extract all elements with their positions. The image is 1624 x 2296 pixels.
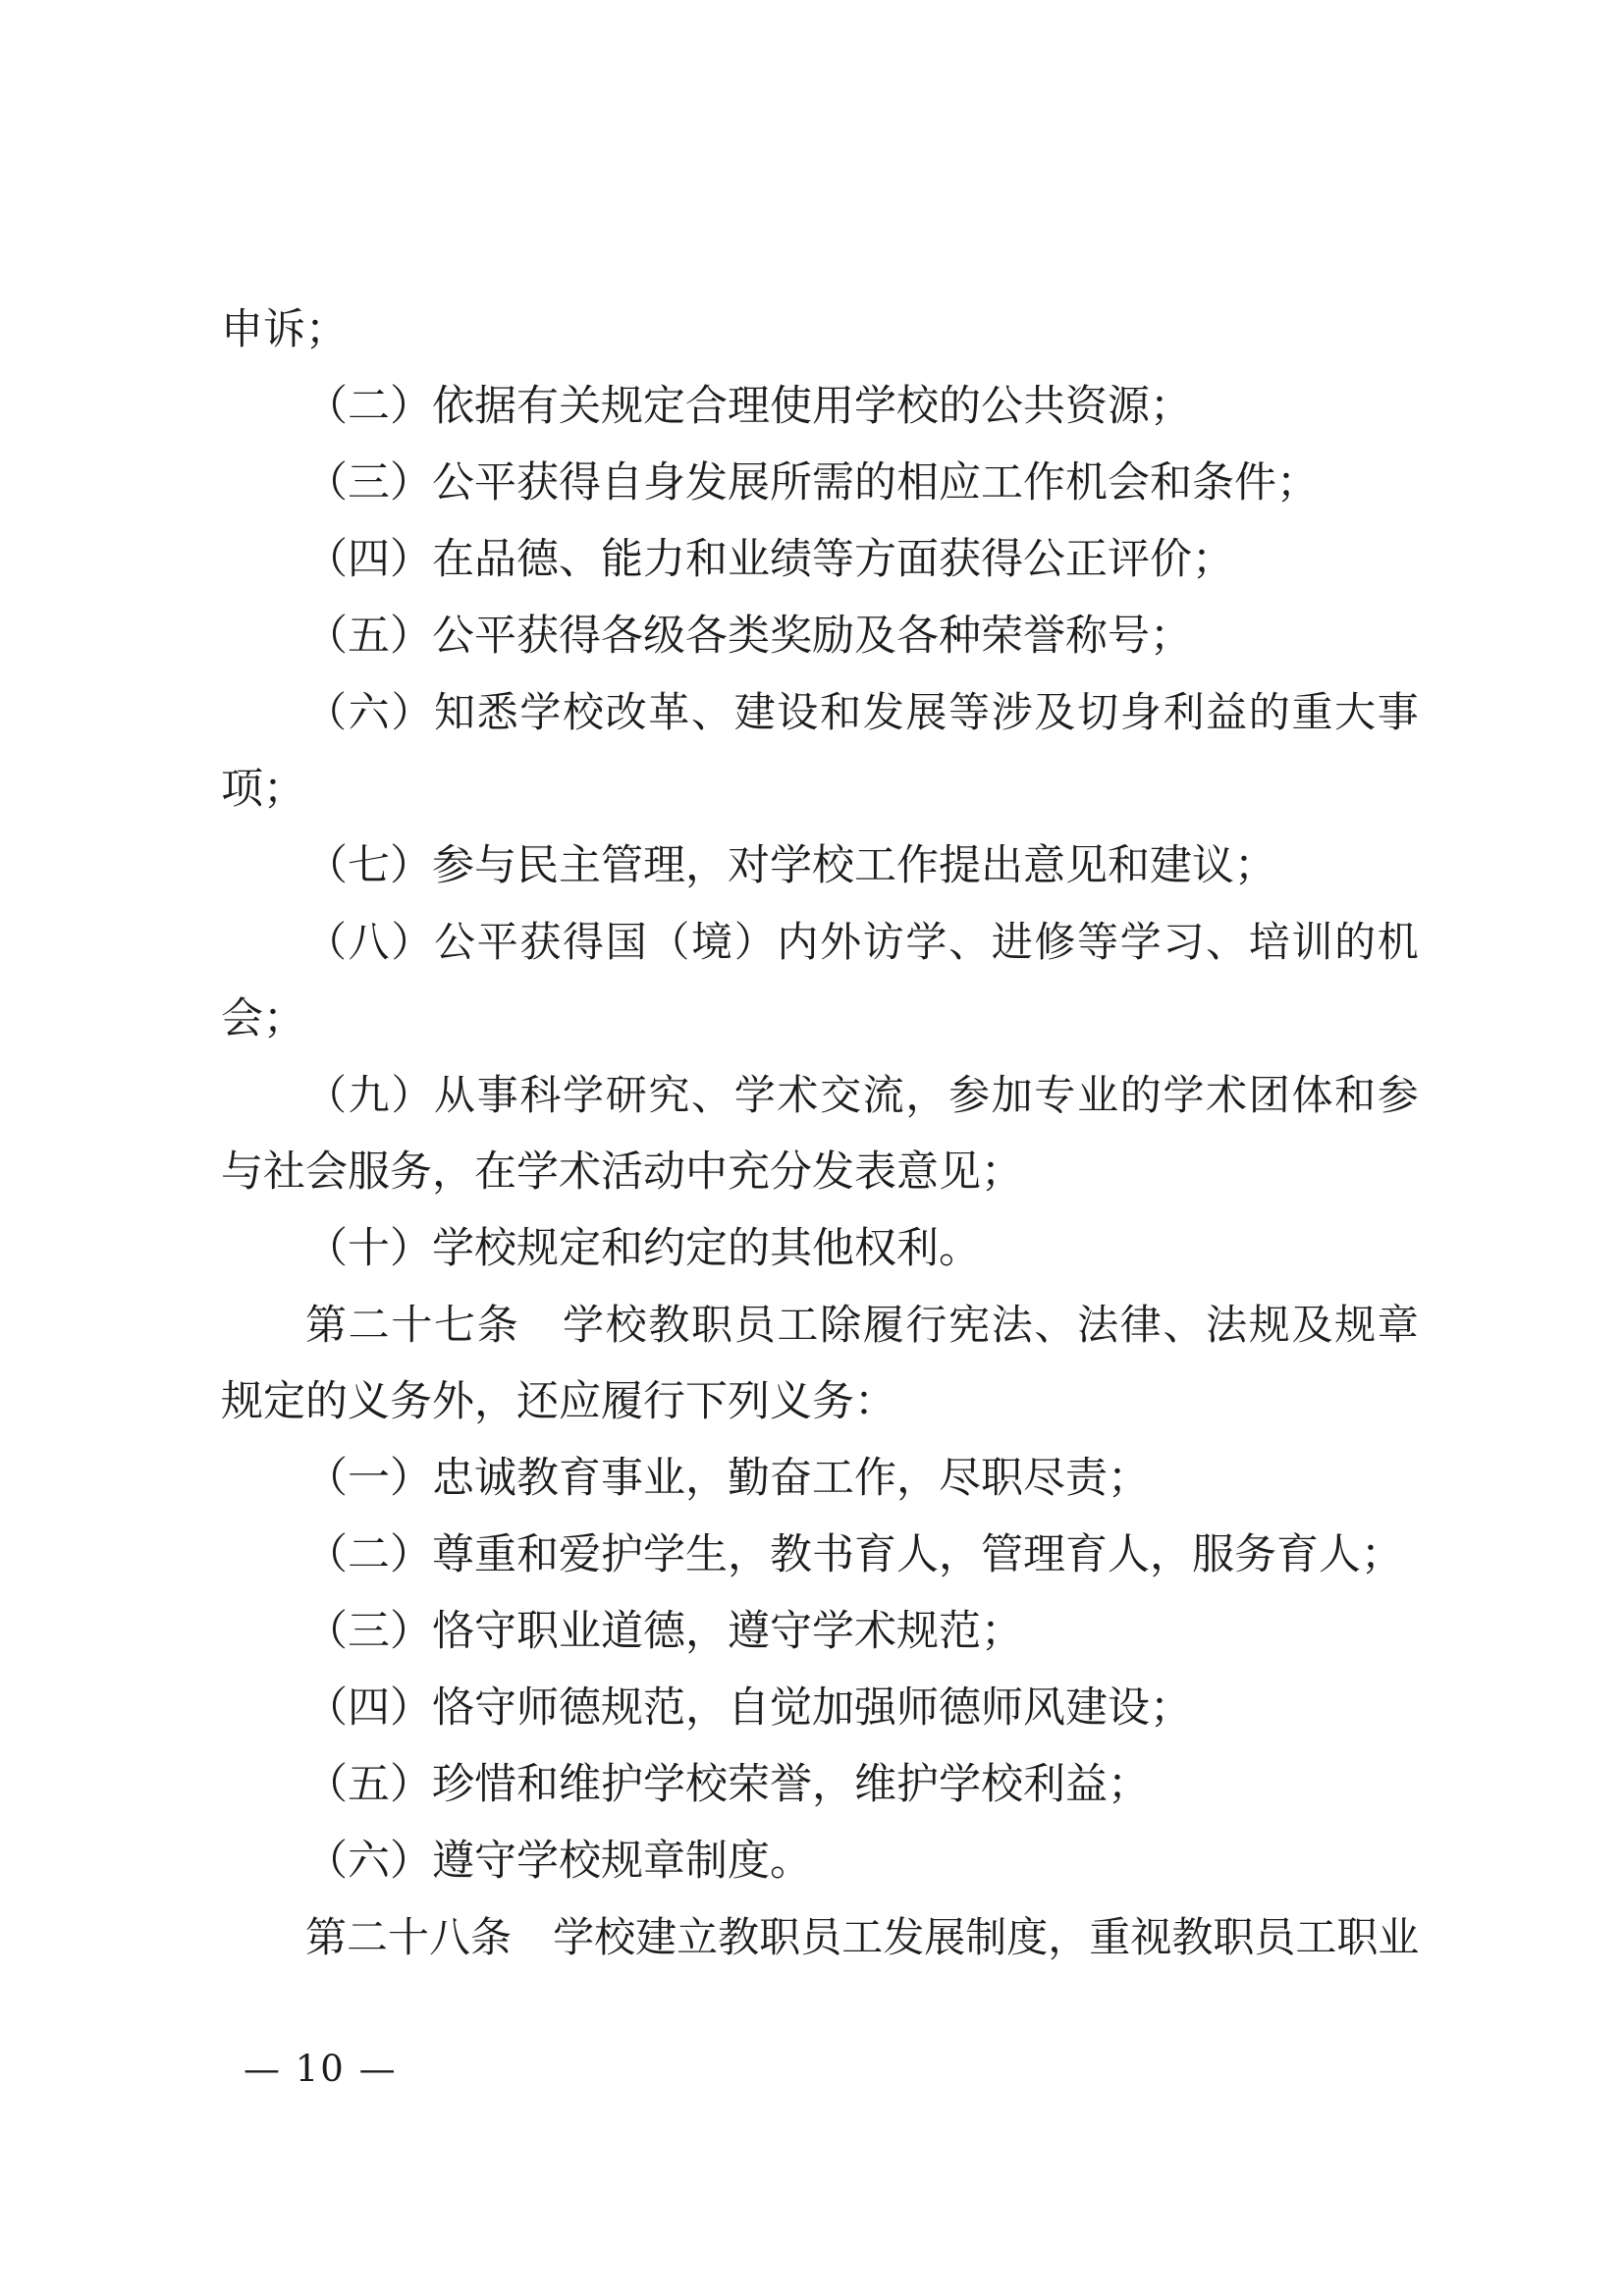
document-line: 会； xyxy=(221,994,305,1043)
document-line: （四）恪守师德规范，自觉加强师德师风建设； xyxy=(305,1683,1192,1733)
document-line: （四）在品德、能力和业绩等方面获得公正评价； xyxy=(305,535,1234,584)
document-line: 第 二 十 七 条 学 校 教 职 员 工 除 履 行 宪 法 、 法 律 、 法 规 及 规 章 xyxy=(305,1301,1419,1349)
document-content xyxy=(221,292,1419,1976)
document-line: （三）公平获得自身发展所需的相应工作机会和条件； xyxy=(305,458,1319,507)
document-line: 项； xyxy=(221,765,305,814)
document-line: （六）遵守学校规章制度。 xyxy=(305,1837,812,1886)
document-line: （五）珍惜和维护学校荣誉，维护学校利益； xyxy=(305,1760,1150,1809)
document-line: （二）依据有关规定合理使用学校的公共资源； xyxy=(305,382,1192,431)
document-line: （五）公平获得各级各类奖励及各种荣誉称号； xyxy=(305,612,1192,661)
document-line: （ 九 ） 从 事 科 学 研 究 、 学 术 交 流 ， 参 加 专 业 的 学 术 团 体 和 参 xyxy=(305,1071,1419,1119)
document-line: （一）忠诚教育事业，勤奋工作，尽职尽责； xyxy=(305,1454,1150,1503)
document-line: （ 六 ） 知 悉 学 校 改 革 、 建 设 和 发 展 等 涉 及 切 身 利 益 的 重 大 事 xyxy=(305,688,1419,736)
document-line: （二）尊重和爱护学生，教书育人，管理育人，服务育人； xyxy=(305,1530,1403,1579)
document-line: 第 二 十 八 条 学 校 建 立 教 职 员 工 发 展 制 度 ， 重 视 教 职 员 工 职 业 xyxy=(305,1913,1420,1961)
document-line: 与社会服务，在学术活动中充分发表意见； xyxy=(221,1148,1023,1197)
document-line: 申诉； xyxy=(221,305,348,354)
document-line: （ 八 ） 公 平 获 得 国 （ 境 ） 内 外 访 学 、 进 修 等 学 习 、 培 训 的 机 xyxy=(305,918,1419,966)
page-number: — 10 — xyxy=(244,2048,398,2090)
document-line: （七）参与民主管理，对学校工作提出意见和建议； xyxy=(305,841,1276,890)
document-line: （十）学校规定和约定的其他权利。 xyxy=(305,1224,981,1273)
document-line: 规定的义务外，还应履行下列义务： xyxy=(221,1377,896,1426)
document-line: （三）恪守职业道德，遵守学术规范； xyxy=(305,1607,1023,1656)
